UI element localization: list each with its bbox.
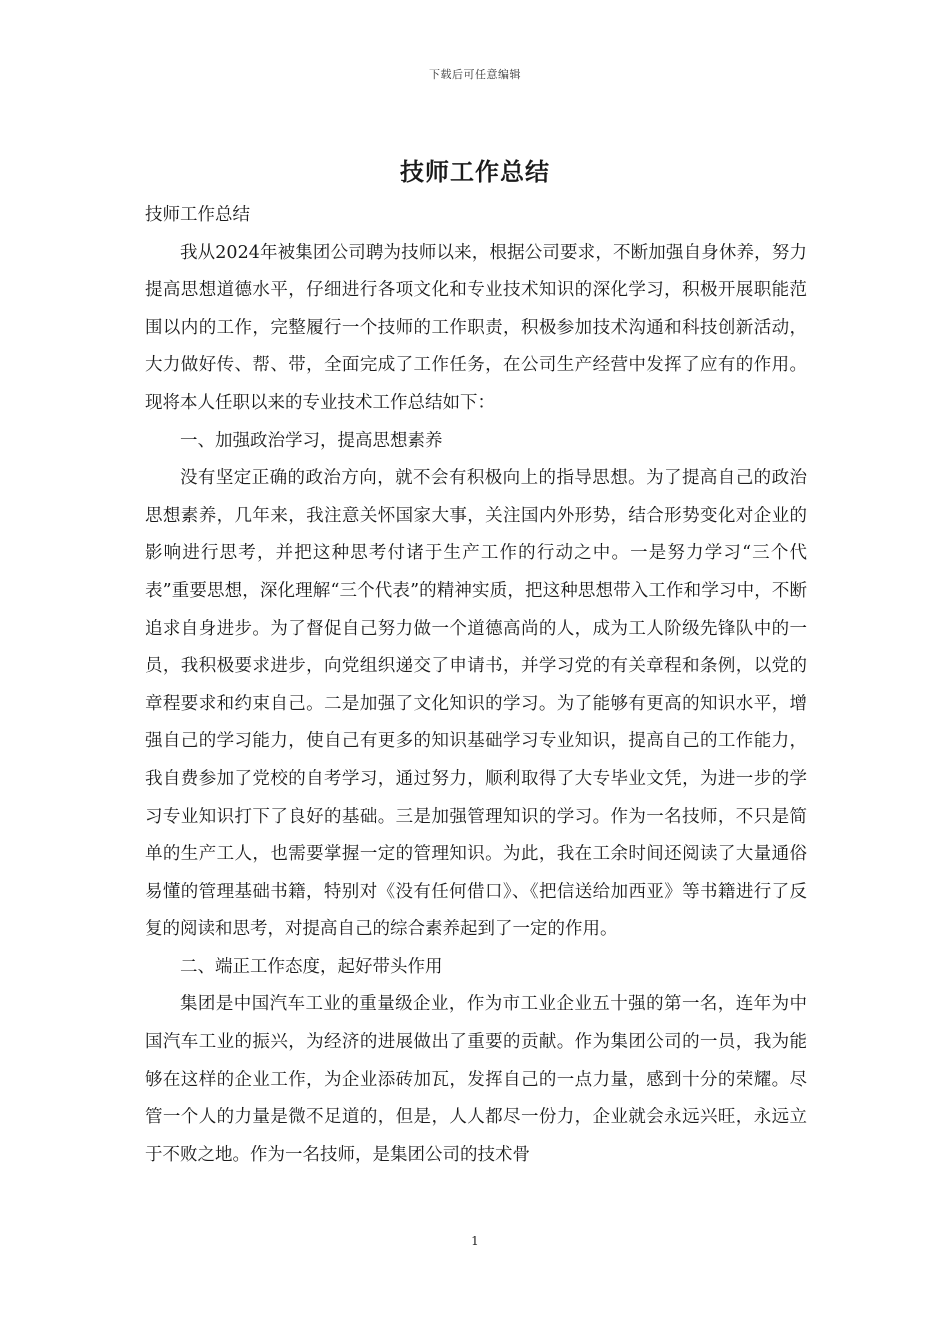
- section-heading-2: 二、端正工作态度，起好带头作用: [180, 956, 443, 977]
- section-1-paragraph: 没有坚定正确的政治方向，就不会有积极向上的指导思想。为了提高自己的政治思想素养，几年来，我注意关怀国家大事，关注国内外形势，结合形势变化对企业的影响进行思考，并把这种思考付诸于生产工作的行动之中。一是努力学习“三个代表”重要思想，深化理解“三个代表”的精神实质，把这种思想带入工作和学习中，不断追求自身进步。为了督促自己努力做一个道德高尚的人，成为工人阶级先锋队中的一员，我积极要求进步，向党组织递交了申请书，并学习党的有关章程和条例，以党的章程要求和约束自己。二是加强了文化知识的学习。为了能够有更高的知识水平，增强自己的学习能力，使自己有更多的知识基础学习专业知识，提高自己的工作能力，我自费参加了党校的自考学习，通过努力，顺利取得了大专毕业文凭，为进一步的学习专业知识打下了良好的基础。三是加强管理知识的学习。作为一名技师，不只是简单的生产工人，也需要掌握一定的管理知识。为此，我在工余时间还阅读了大量通俗易懂的管理基础书籍，特别对《没有任何借口》、《把信送给加西亚》等书籍进行了反复的阅读和思考，对提高自己的综合素养起到了一定的作用。: [145, 468, 807, 940]
- section-2-paragraph: 集团是中国汽车工业的重量级企业，作为市工业企业五十强的第一名，连年为中国汽车工业的振兴，为经济的进展做出了重要的贡献。作为集团公司的一员，我为能够在这样的企业工作，为企业添砖加瓦，发挥自己的一点力量，感到十分的荣耀。尽管一个人的力量是微不足道的，但是，人人都尽一份力，企业就会永远兴旺，永远立于不败之地。作为一名技师，是集团公司的技术骨: [145, 994, 807, 1165]
- document-title: 技师工作总结: [400, 157, 550, 186]
- subtitle-line: 技师工作总结: [145, 205, 250, 225]
- intro-paragraph: 我从2024年被集团公司聘为技师以来，根据公司要求，不断加强自身休养，努力提高思想道德水平，仔细进行各项文化和专业技术知识的深化学习，积极开展职能范围以内的工作，完整履行一个技师的工作职责，积极参加技术沟通和科技创新活动，大力做好传、帮、带，全面完成了工作任务，在公司生产经营中发挥了应有的作用。现将本人任职以来的专业技术工作总结如下：: [145, 242, 807, 413]
- header-note: 下载后可任意编辑: [429, 68, 521, 81]
- section-heading-1: 一、加强政治学习，提高思想素养: [180, 430, 443, 451]
- page-number: 1: [471, 1234, 479, 1248]
- document-body: [145, 197, 807, 1174]
